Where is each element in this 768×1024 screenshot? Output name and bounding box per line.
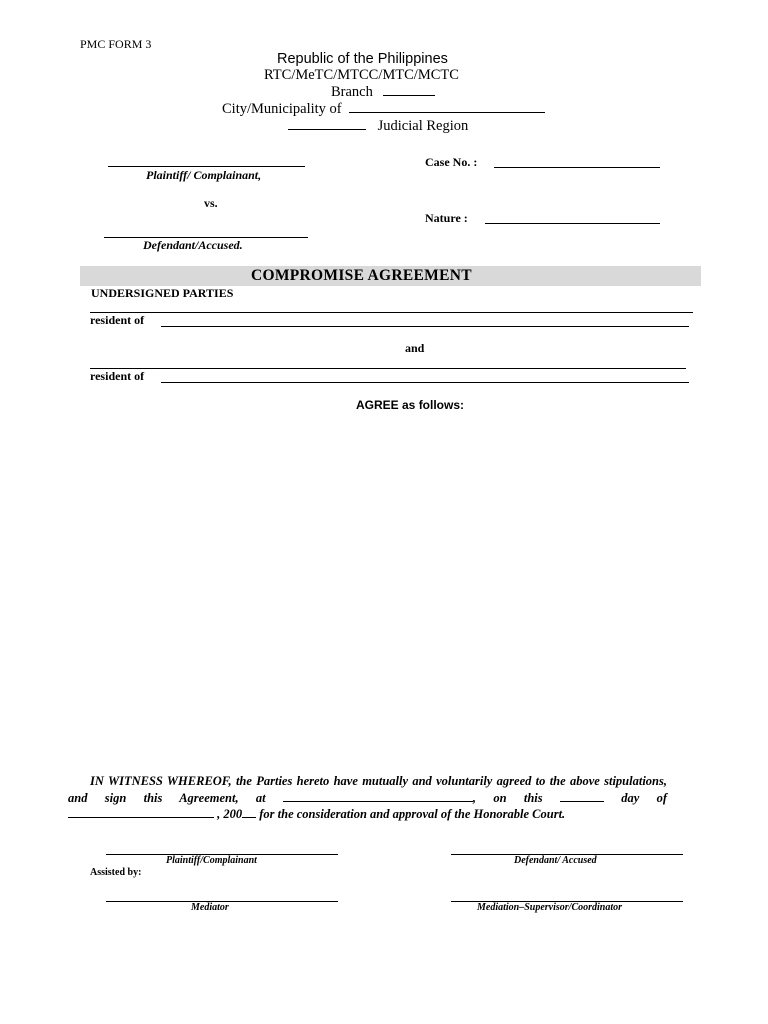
witness-year-blank[interactable] [242, 805, 256, 818]
party1-name-line[interactable] [90, 312, 693, 313]
region-label: Judicial Region [377, 118, 469, 134]
party2-name-line[interactable] [90, 368, 686, 369]
defendant-label: Defendant/Accused. [143, 238, 243, 252]
city-blank[interactable] [349, 100, 545, 113]
undersigned-label: UNDERSIGNED PARTIES [91, 286, 234, 300]
witness-month-blank[interactable] [68, 805, 214, 818]
region-blank[interactable] [288, 117, 366, 130]
agree-label: AGREE as follows: [356, 398, 465, 412]
resident-of-2-label: resident of [90, 369, 145, 383]
plaintiff-line[interactable] [108, 166, 305, 167]
plaintiff-label: Plaintiff/ Complainant, [146, 168, 262, 182]
case-no-label: Case No. : [425, 155, 478, 169]
mediator-signature-label: Mediator [191, 902, 229, 913]
supervisor-signature-label: Mediation–Supervisor/Coordinator [477, 902, 623, 913]
agreement-title: COMPROMISE AGREEMENT [251, 267, 472, 284]
witness-text-3: day of [621, 790, 668, 805]
witness-text-1: IN WITNESS WHEREOF, the Parties hereto have mutually and voluntarily agreed to the above stipulations, and sign this Agreement, at [68, 774, 667, 805]
plaintiff-signature-label: Plaintiff/Complainant [166, 855, 257, 866]
witness-paragraph [68, 774, 667, 822]
witness-text-4: , 200 [217, 807, 243, 821]
vs-label: vs. [204, 196, 218, 210]
witness-place-blank[interactable] [283, 789, 473, 802]
form-label: PMC FORM 3 [80, 37, 152, 51]
witness-text-2: , on this [472, 790, 543, 805]
header-branch [331, 83, 435, 101]
header-republic: Republic of the Philippines [277, 51, 448, 67]
nature-line[interactable] [485, 223, 660, 224]
resident-of-1-label: resident of [90, 313, 145, 327]
city-label: City/Municipality of [222, 101, 342, 117]
header-city [222, 100, 545, 118]
witness-text-5: for the consideration and approval of the Honorable Court. [259, 807, 566, 821]
header-region [288, 117, 468, 135]
assisted-by-label: Assisted by: [90, 867, 142, 878]
defendant-signature-label: Defendant/ Accused [514, 855, 597, 866]
and-label: and [405, 341, 425, 355]
resident-2-line[interactable] [161, 382, 689, 383]
branch-blank[interactable] [383, 83, 435, 96]
case-no-line[interactable] [494, 167, 660, 168]
witness-day-blank[interactable] [560, 789, 604, 802]
resident-1-line[interactable] [161, 326, 689, 327]
nature-label: Nature : [425, 211, 468, 225]
header-courts: RTC/MeTC/MTCC/MTC/MCTC [264, 67, 459, 83]
branch-label: Branch [331, 84, 373, 100]
